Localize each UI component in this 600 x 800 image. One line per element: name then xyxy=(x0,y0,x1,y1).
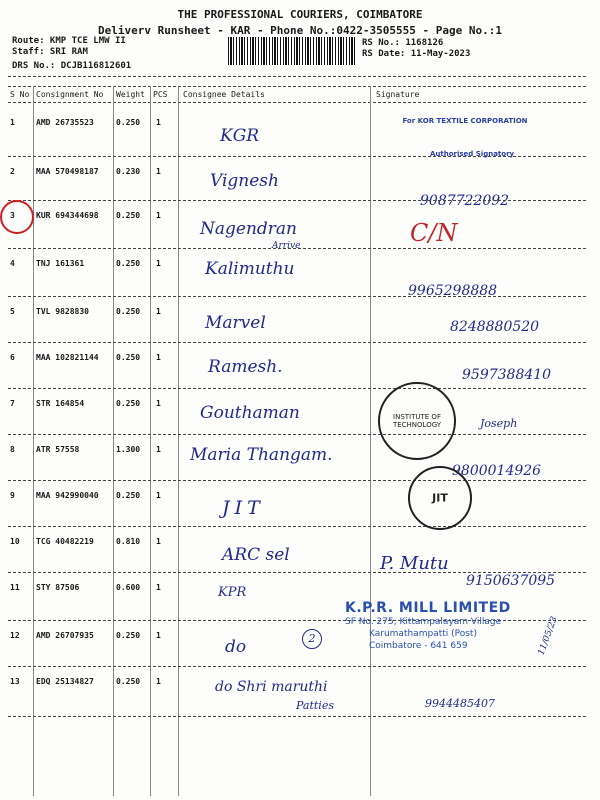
page-subtitle: Deliverv Runsheet - KAR - Phone No.:0422-3505555 - Page No.:1 xyxy=(98,24,502,37)
sno-cell: 4 xyxy=(10,259,15,268)
red-circle-mark xyxy=(0,200,34,234)
seal-text: JIT xyxy=(432,491,448,505)
column-header-signature: Signature xyxy=(376,90,420,99)
weight-cell: 0.250 xyxy=(116,631,141,640)
circled-number: 2 xyxy=(302,629,322,649)
sno-cell: 9 xyxy=(10,491,15,500)
stamp-company-name: For KOR TEXTILE CORPORATION xyxy=(402,117,528,125)
pcs-cell: 1 xyxy=(156,307,161,316)
table-row xyxy=(0,249,600,299)
consignee-cell: Nagendran xyxy=(200,219,297,239)
table-row xyxy=(0,527,600,577)
sno-cell: 5 xyxy=(10,307,15,316)
rs-date: RS Date: 11-May-2023 xyxy=(362,49,471,59)
weight-cell: 0.250 xyxy=(116,491,141,500)
table-row xyxy=(0,343,600,393)
consignee-cell: do xyxy=(225,637,247,657)
column-header-consignee: Consignee Details xyxy=(183,90,265,99)
table-row xyxy=(0,481,600,531)
consignee-cell: Vignesh xyxy=(210,171,279,191)
pcs-cell: 1 xyxy=(156,353,161,362)
consignment-cell: MAA 570498187 xyxy=(36,167,99,176)
sno-cell: 11 xyxy=(10,583,20,592)
consignment-cell: STY 87506 xyxy=(36,583,80,592)
seal-text: INSTITUTE OF TECHNOLOGY xyxy=(392,413,442,429)
signature-cell: 9597388410 xyxy=(462,367,552,383)
consignment-cell: TVL 9828830 xyxy=(36,307,89,316)
consignment-cell: ATR 57558 xyxy=(36,445,80,454)
weight-cell: 1.300 xyxy=(116,445,141,454)
sno-cell: 10 xyxy=(10,537,20,546)
consignee-cell: Gouthaman xyxy=(200,403,300,423)
consignment-cell: STR 164854 xyxy=(36,399,85,408)
pcs-cell: 1 xyxy=(156,211,161,220)
consignment-cell: TCG 40482219 xyxy=(36,537,94,546)
rs-number: RS No.: 1168126 xyxy=(362,38,444,48)
sno-cell: 1 xyxy=(10,118,15,127)
pcs-cell: 1 xyxy=(156,677,161,686)
consignment-cell: TNJ 161361 xyxy=(36,259,85,268)
table-row xyxy=(0,667,600,717)
consignee-cell: Marvel xyxy=(205,313,266,333)
signature-cell: 8248880520 xyxy=(450,319,540,335)
route-text: Route: KMP TCE LMW II xyxy=(12,36,126,46)
page-title: THE PROFESSIONAL COURIERS, COIMBATORE xyxy=(177,8,423,21)
consignment-cell: EDQ 25134827 xyxy=(36,677,94,686)
table-row xyxy=(0,435,600,485)
sno-cell: 6 xyxy=(10,353,15,362)
column-header-consignment: Consignment No xyxy=(36,90,104,99)
weight-cell: 0.250 xyxy=(116,677,141,686)
pcs-cell: 1 xyxy=(156,583,161,592)
pcs-cell: 1 xyxy=(156,399,161,408)
sno-cell: 13 xyxy=(10,677,20,686)
consignee-cell: Kalimuthu xyxy=(205,259,295,279)
sno-cell: 3 xyxy=(10,211,15,220)
consignment-cell: AMD 26707935 xyxy=(36,631,94,640)
weight-cell: 0.250 xyxy=(116,399,141,408)
weight-cell: 0.250 xyxy=(116,211,141,220)
signature-cell: 9150637095 xyxy=(466,573,556,589)
pcs-cell: 1 xyxy=(156,491,161,500)
signature-cell: 11/05/23 xyxy=(536,615,560,657)
pcs-cell: 1 xyxy=(156,118,161,127)
signature-cell: Joseph xyxy=(480,417,518,430)
column-header-sno: S No xyxy=(10,90,30,99)
barcode xyxy=(228,37,356,65)
weight-cell: 0.810 xyxy=(116,537,141,546)
kpr-stamp xyxy=(345,600,545,652)
divider xyxy=(8,102,586,103)
weight-cell: 0.230 xyxy=(116,167,141,176)
header-right xyxy=(362,38,470,60)
pcs-cell: 1 xyxy=(156,631,161,640)
table-row xyxy=(0,297,600,347)
weight-cell: 0.250 xyxy=(116,307,141,316)
consignment-cell: MAA 102821144 xyxy=(36,353,99,362)
consignee-cell: do Shri maruthi xyxy=(215,679,328,695)
sno-cell: 2 xyxy=(10,167,15,176)
divider xyxy=(8,86,586,87)
sno-cell: 8 xyxy=(10,445,15,454)
kpr-address-line: SF No. 275, Kittampalayam Village xyxy=(345,617,502,627)
consignment-cell: AMD 26735523 xyxy=(36,118,94,127)
table-row xyxy=(0,389,600,439)
arrive-note: Arrive xyxy=(272,241,301,251)
sno-cell: 7 xyxy=(10,399,15,408)
consignment-cell: MAA 942990040 xyxy=(36,491,99,500)
weight-cell: 0.250 xyxy=(116,353,141,362)
patties-note: Patties xyxy=(296,699,334,712)
kpr-company-name: K.P.R. MILL LIMITED xyxy=(345,600,511,616)
divider xyxy=(8,76,586,77)
pcs-cell: 1 xyxy=(156,537,161,546)
weight-cell: 0.600 xyxy=(116,583,141,592)
header-left xyxy=(12,36,131,72)
signature-cell: 9800014926 xyxy=(452,463,542,479)
stamp-signatory: Authorised Signatory xyxy=(430,150,515,158)
signature-cell: C/N xyxy=(410,219,458,247)
consignee-cell: ARC sel xyxy=(222,545,290,565)
pcs-cell: 1 xyxy=(156,259,161,268)
pcs-cell: 1 xyxy=(156,445,161,454)
consignee-cell: KGR xyxy=(220,126,260,146)
signature-cell: P. Mutu xyxy=(380,553,449,574)
table-row xyxy=(0,201,600,251)
consignee-cell: JIT xyxy=(222,497,265,519)
consignee-cell: Ramesh. xyxy=(208,357,283,377)
drs-number: DRS No.: DCJB116812601 xyxy=(12,61,132,71)
kpr-address-line: Coimbatore - 641 659 xyxy=(369,641,468,651)
column-header-pcs: PCS xyxy=(153,90,168,99)
round-seal-stamp xyxy=(378,382,456,460)
weight-cell: 0.250 xyxy=(116,259,141,268)
consignee-cell: KPR xyxy=(218,585,247,600)
column-header-weight: Weight xyxy=(116,90,145,99)
sno-cell: 12 xyxy=(10,631,20,640)
weight-cell: 0.250 xyxy=(116,118,141,127)
round-seal-stamp xyxy=(408,466,472,530)
staff-text: Staff: SRI RAM xyxy=(12,47,88,57)
consignment-cell: KUR 694344698 xyxy=(36,211,99,220)
signature-cell: 9965298888 xyxy=(408,283,498,299)
signature-cell: 9087722092 xyxy=(420,193,510,209)
row-divider xyxy=(8,716,586,717)
consignee-cell: Maria Thangam. xyxy=(190,445,333,465)
pcs-cell: 1 xyxy=(156,167,161,176)
kpr-address-line: Karumathampatti (Post) xyxy=(369,629,477,639)
signature-cell: 9944485407 xyxy=(425,697,495,710)
company-stamp xyxy=(390,112,540,164)
